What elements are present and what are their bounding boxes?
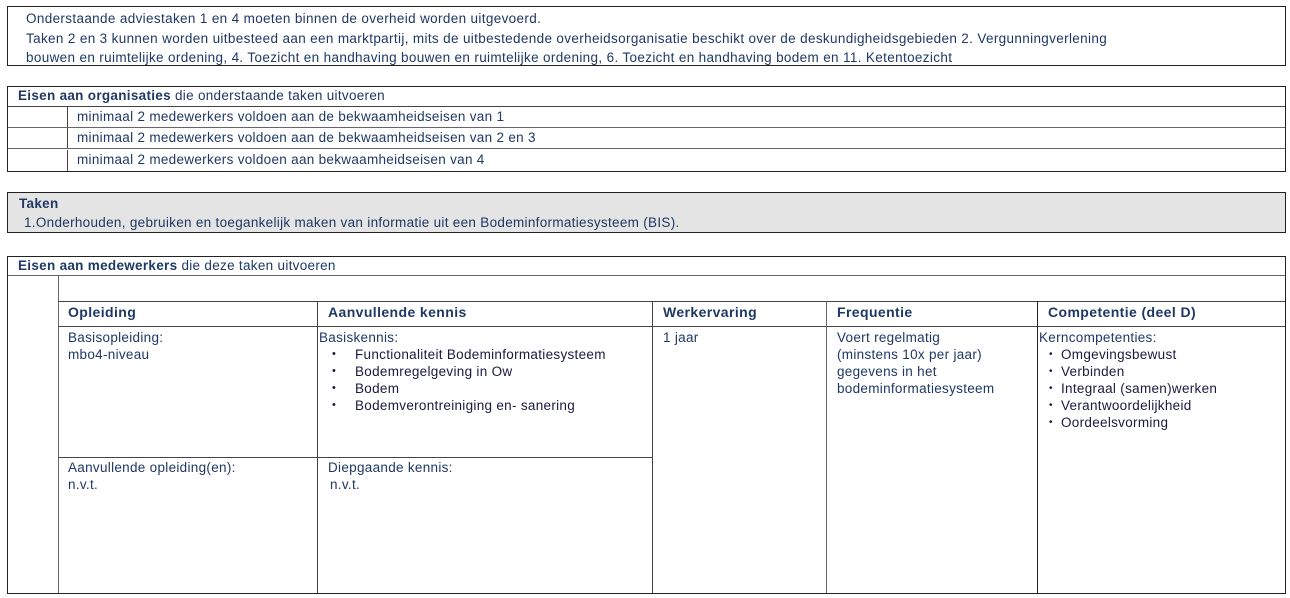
intro-notice xyxy=(7,6,1286,66)
org-requirement-row xyxy=(8,128,1285,149)
tasks-title: Taken xyxy=(19,196,59,211)
org-requirements-table xyxy=(7,86,1286,172)
list-item: • Bodemverontreiniging en- sanering xyxy=(319,397,652,414)
work-experience-value: 1 jaar xyxy=(663,330,699,345)
list-item: • Verantwoordelijkheid xyxy=(1039,397,1285,414)
org-requirement-row xyxy=(8,150,1285,171)
list-item: • Verbinden xyxy=(1039,363,1285,380)
employee-requirements-table xyxy=(7,256,1286,594)
deep-knowledge-value: n.v.t. xyxy=(330,477,361,492)
basic-education-value: mbo4-niveau xyxy=(68,347,150,362)
frequency-line: bodeminformatiesysteem xyxy=(837,381,995,396)
basic-knowledge-list xyxy=(319,346,652,414)
column-header-frequentie: Frequentie xyxy=(827,301,1037,327)
competence-cell xyxy=(1038,327,1285,431)
org-requirements-header xyxy=(8,87,1285,107)
list-item: • Omgevingsbewust xyxy=(1039,346,1285,363)
deep-knowledge-label: Diepgaande kennis: xyxy=(328,460,453,475)
frequency-cell xyxy=(827,327,1037,397)
frequency-line: gegevens in het xyxy=(837,364,937,379)
deep-knowledge-cell xyxy=(318,457,652,593)
intro-line-3: bouwen en ruimtelijke ordening, 4. Toezicht en handhaving bouwen en ruimtelijke ordening, 6. Toezicht en handhaving bodem en 11. Ketentoezicht xyxy=(26,50,953,65)
list-item: • Bodem xyxy=(319,380,652,397)
additional-education-cell xyxy=(58,457,317,593)
employee-requirements-header xyxy=(8,257,1285,276)
employee-requirements-title-bold: Eisen aan medewerkers xyxy=(18,258,178,273)
row-gutter xyxy=(8,150,68,171)
row-gutter xyxy=(8,128,68,148)
table-gutter xyxy=(8,276,59,593)
list-item: • Bodemregelgeving in Ow xyxy=(319,363,652,380)
table-spacer-row xyxy=(58,276,1285,302)
basic-knowledge-cell xyxy=(318,327,652,414)
basic-education-cell xyxy=(58,327,317,363)
org-requirement-row xyxy=(8,107,1285,128)
competence-label: Kerncompetenties: xyxy=(1039,330,1157,345)
column-header-opleiding: Opleiding xyxy=(58,301,317,327)
list-item: • Integraal (samen)werken xyxy=(1039,380,1285,397)
column-werkervaring xyxy=(653,301,827,593)
additional-education-value: n.v.t. xyxy=(68,477,99,492)
column-header-aanvullende-kennis: Aanvullende kennis xyxy=(318,301,652,327)
row-gutter xyxy=(8,107,68,127)
employee-requirements-title-rest: die deze taken uitvoeren xyxy=(177,258,336,273)
basic-education-label: Basisopleiding: xyxy=(68,330,164,345)
frequency-line: (minstens 10x per jaar) xyxy=(837,347,982,362)
basic-knowledge-label: Basiskennis: xyxy=(319,330,399,345)
intro-line-2: Taken 2 en 3 kunnen worden uitbesteed aan een marktpartij, mits de uitbestedende overheidsorganisatie beschikt over de deskundigheidsgebieden 2. Vergunningverlening xyxy=(26,30,1108,46)
list-item: • Oordeelsvorming xyxy=(1039,414,1285,431)
org-requirement-text: minimaal 2 medewerkers voldoen aan de bekwaamheidseisen van 2 en 3 xyxy=(77,130,536,145)
column-header-competentie: Competentie (deel D) xyxy=(1038,301,1285,327)
column-opleiding xyxy=(58,301,318,593)
org-requirements-title-bold: Eisen aan organisaties xyxy=(18,88,171,103)
org-requirement-text: minimaal 2 medewerkers voldoen aan de bekwaamheidseisen van 1 xyxy=(77,109,505,124)
frequency-line: Voert regelmatig xyxy=(837,330,941,345)
column-competentie xyxy=(1038,301,1285,593)
tasks-box xyxy=(7,192,1286,233)
column-frequentie xyxy=(827,301,1038,593)
intro-line-1: Onderstaande adviestaken 1 en 4 moeten binnen de overheid worden uitgevoerd. xyxy=(26,11,542,26)
column-header-werkervaring: Werkervaring xyxy=(653,301,826,327)
task-item: 1.Onderhouden, gebruiken en toegankelijk maken van informatie uit een Bodeminformatiesysteem (BIS). xyxy=(24,215,680,230)
column-aanvullende-kennis xyxy=(318,301,653,593)
org-requirement-text: minimaal 2 medewerkers voldoen aan bekwaamheidseisen van 4 xyxy=(77,152,485,167)
competence-list xyxy=(1039,346,1285,431)
additional-education-label: Aanvullende opleiding(en): xyxy=(68,460,236,475)
list-item: • Functionaliteit Bodeminformatiesysteem xyxy=(319,346,652,363)
org-requirements-title-rest: die onderstaande taken uitvoeren xyxy=(170,88,385,103)
